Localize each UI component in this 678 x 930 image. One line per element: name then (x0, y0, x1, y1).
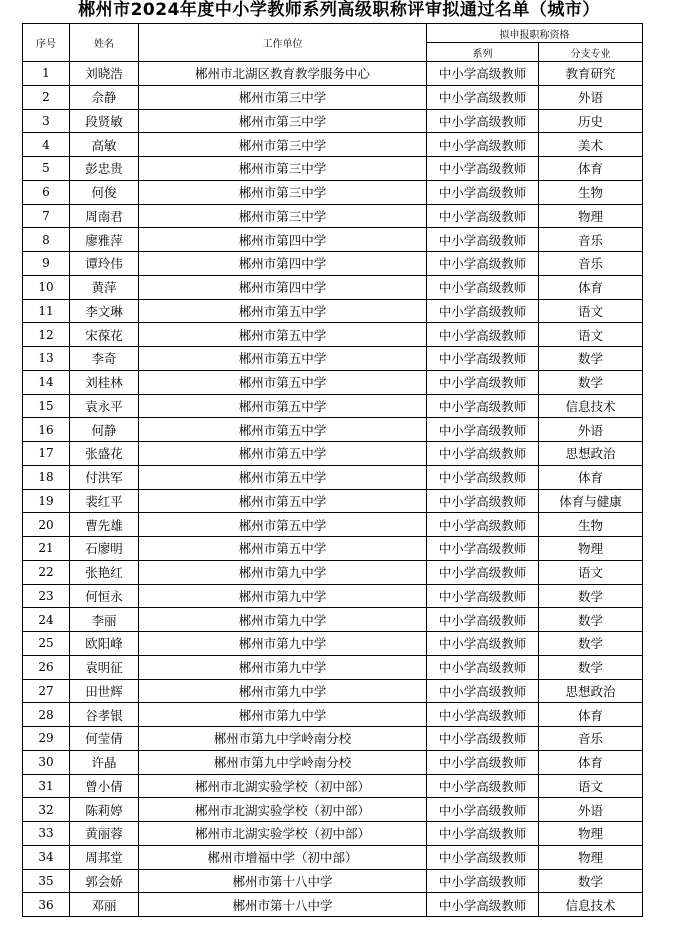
cell-series: 中小学高级教师 (427, 418, 539, 442)
cell-unit: 郴州市第三中学 (139, 204, 427, 228)
cell-series: 中小学高级教师 (427, 204, 539, 228)
cell-seq: 6 (23, 180, 70, 204)
cell-major: 体育 (539, 465, 643, 489)
cell-seq: 12 (23, 323, 70, 347)
cell-series: 中小学高级教师 (427, 62, 539, 86)
cell-series: 中小学高级教师 (427, 822, 539, 846)
cell-seq: 2 (23, 85, 70, 109)
cell-seq: 16 (23, 418, 70, 442)
cell-unit: 郴州市第九中学 (139, 703, 427, 727)
cell-series: 中小学高级教师 (427, 489, 539, 513)
cell-major: 数学 (539, 347, 643, 371)
cell-major: 数学 (539, 370, 643, 394)
cell-series: 中小学高级教师 (427, 252, 539, 276)
header-qualification: 拟申报职称资格 (427, 24, 643, 43)
table-row (23, 157, 643, 181)
cell-series: 中小学高级教师 (427, 228, 539, 252)
cell-series: 中小学高级教师 (427, 774, 539, 798)
cell-major: 体育 (539, 750, 643, 774)
table-row (23, 798, 643, 822)
cell-unit: 郴州市北湖实验学校（初中部） (139, 774, 427, 798)
cell-seq: 22 (23, 560, 70, 584)
cell-series: 中小学高级教师 (427, 513, 539, 537)
table-row (23, 180, 643, 204)
table-row (23, 442, 643, 466)
cell-seq: 30 (23, 750, 70, 774)
cell-series: 中小学高级教师 (427, 299, 539, 323)
cell-unit: 郴州市第九中学 (139, 584, 427, 608)
table-row (23, 62, 643, 86)
cell-series: 中小学高级教师 (427, 893, 539, 917)
cell-name: 高敏 (70, 133, 139, 157)
cell-name: 何静 (70, 418, 139, 442)
table-row (23, 204, 643, 228)
cell-name: 邓丽 (70, 893, 139, 917)
cell-unit: 郴州市第三中学 (139, 85, 427, 109)
table-row (23, 513, 643, 537)
cell-unit: 郴州市北湖实验学校（初中部） (139, 822, 427, 846)
cell-series: 中小学高级教师 (427, 560, 539, 584)
cell-seq: 5 (23, 157, 70, 181)
approval-list-table (22, 23, 643, 917)
cell-seq: 34 (23, 845, 70, 869)
cell-major: 体育 (539, 703, 643, 727)
cell-series: 中小学高级教师 (427, 750, 539, 774)
cell-unit: 郴州市第三中学 (139, 180, 427, 204)
cell-name: 黄丽蓉 (70, 822, 139, 846)
cell-series: 中小学高级教师 (427, 323, 539, 347)
table-row (23, 845, 643, 869)
cell-seq: 27 (23, 679, 70, 703)
cell-major: 语文 (539, 323, 643, 347)
table-row (23, 584, 643, 608)
cell-series: 中小学高级教师 (427, 537, 539, 561)
table-row (23, 750, 643, 774)
table-row (23, 228, 643, 252)
cell-series: 中小学高级教师 (427, 727, 539, 751)
cell-name: 宋葆花 (70, 323, 139, 347)
cell-major: 体育 (539, 157, 643, 181)
cell-seq: 10 (23, 275, 70, 299)
cell-major: 思想政治 (539, 679, 643, 703)
cell-seq: 1 (23, 62, 70, 86)
cell-unit: 郴州市第四中学 (139, 228, 427, 252)
cell-major: 数学 (539, 869, 643, 893)
table-row (23, 774, 643, 798)
cell-major: 信息技术 (539, 893, 643, 917)
cell-series: 中小学高级教师 (427, 347, 539, 371)
cell-unit: 郴州市第九中学 (139, 560, 427, 584)
cell-name: 欧阳峰 (70, 632, 139, 656)
cell-major: 生物 (539, 180, 643, 204)
cell-major: 外语 (539, 418, 643, 442)
cell-series: 中小学高级教师 (427, 845, 539, 869)
cell-unit: 郴州市第五中学 (139, 370, 427, 394)
cell-major: 音乐 (539, 228, 643, 252)
table-row (23, 537, 643, 561)
table-row (23, 489, 643, 513)
table-row (23, 85, 643, 109)
cell-seq: 23 (23, 584, 70, 608)
cell-name: 佘静 (70, 85, 139, 109)
cell-unit: 郴州市第九中学岭南分校 (139, 727, 427, 751)
cell-unit: 郴州市北湖实验学校（初中部） (139, 798, 427, 822)
header-major: 分支专业 (539, 43, 643, 62)
table-row (23, 418, 643, 442)
cell-name: 袁明征 (70, 655, 139, 679)
cell-seq: 36 (23, 893, 70, 917)
cell-major: 外语 (539, 85, 643, 109)
table-row (23, 893, 643, 917)
cell-seq: 14 (23, 370, 70, 394)
cell-seq: 26 (23, 655, 70, 679)
table-row (23, 109, 643, 133)
cell-name: 段贤敏 (70, 109, 139, 133)
cell-seq: 21 (23, 537, 70, 561)
cell-major: 体育与健康 (539, 489, 643, 513)
table-row (23, 133, 643, 157)
cell-name: 彭忠贵 (70, 157, 139, 181)
cell-name: 何莹倩 (70, 727, 139, 751)
cell-unit: 郴州市第四中学 (139, 252, 427, 276)
cell-name: 袁永平 (70, 394, 139, 418)
cell-name: 裴红平 (70, 489, 139, 513)
cell-unit: 郴州市第五中学 (139, 537, 427, 561)
cell-major: 音乐 (539, 252, 643, 276)
cell-major: 历史 (539, 109, 643, 133)
cell-unit: 郴州市第九中学 (139, 655, 427, 679)
cell-series: 中小学高级教师 (427, 584, 539, 608)
cell-name: 石廖明 (70, 537, 139, 561)
table-row (23, 394, 643, 418)
cell-seq: 18 (23, 465, 70, 489)
cell-major: 数学 (539, 584, 643, 608)
cell-unit: 郴州市第三中学 (139, 109, 427, 133)
cell-series: 中小学高级教师 (427, 109, 539, 133)
cell-name: 郭会娇 (70, 869, 139, 893)
table-row (23, 560, 643, 584)
cell-unit: 郴州市第十八中学 (139, 893, 427, 917)
cell-seq: 15 (23, 394, 70, 418)
table-row (23, 347, 643, 371)
cell-series: 中小学高级教师 (427, 798, 539, 822)
cell-name: 周邦堂 (70, 845, 139, 869)
cell-series: 中小学高级教师 (427, 465, 539, 489)
cell-unit: 郴州市第十八中学 (139, 869, 427, 893)
document-title: 郴州市2024年度中小学教师系列高级职称评审拟通过名单（城市） (78, 0, 600, 20)
cell-unit: 郴州市第三中学 (139, 157, 427, 181)
cell-seq: 24 (23, 608, 70, 632)
cell-seq: 7 (23, 204, 70, 228)
cell-major: 生物 (539, 513, 643, 537)
cell-name: 刘晓浩 (70, 62, 139, 86)
cell-major: 语文 (539, 299, 643, 323)
cell-unit: 郴州市第九中学 (139, 608, 427, 632)
cell-major: 数学 (539, 655, 643, 679)
cell-series: 中小学高级教师 (427, 608, 539, 632)
cell-seq: 25 (23, 632, 70, 656)
cell-unit: 郴州市第五中学 (139, 465, 427, 489)
cell-seq: 17 (23, 442, 70, 466)
cell-major: 数学 (539, 632, 643, 656)
cell-major: 信息技术 (539, 394, 643, 418)
cell-major: 数学 (539, 608, 643, 632)
cell-unit: 郴州市第九中学 (139, 632, 427, 656)
table-row (23, 703, 643, 727)
table-row (23, 869, 643, 893)
cell-series: 中小学高级教师 (427, 869, 539, 893)
cell-series: 中小学高级教师 (427, 703, 539, 727)
cell-major: 美术 (539, 133, 643, 157)
cell-unit: 郴州市第九中学岭南分校 (139, 750, 427, 774)
cell-series: 中小学高级教师 (427, 133, 539, 157)
cell-series: 中小学高级教师 (427, 370, 539, 394)
cell-major: 物理 (539, 537, 643, 561)
cell-name: 何俊 (70, 180, 139, 204)
cell-unit: 郴州市第五中学 (139, 323, 427, 347)
cell-unit: 郴州市增福中学（初中部） (139, 845, 427, 869)
cell-name: 谷孝银 (70, 703, 139, 727)
cell-name: 陈莉婷 (70, 798, 139, 822)
header-seq: 序号 (23, 24, 70, 62)
cell-name: 张艳红 (70, 560, 139, 584)
cell-series: 中小学高级教师 (427, 85, 539, 109)
cell-unit: 郴州市第五中学 (139, 513, 427, 537)
cell-series: 中小学高级教师 (427, 442, 539, 466)
cell-seq: 13 (23, 347, 70, 371)
cell-seq: 4 (23, 133, 70, 157)
cell-major: 语文 (539, 560, 643, 584)
cell-name: 谭玲伟 (70, 252, 139, 276)
cell-series: 中小学高级教师 (427, 394, 539, 418)
cell-name: 廖雅萍 (70, 228, 139, 252)
cell-name: 田世辉 (70, 679, 139, 703)
cell-major: 体育 (539, 275, 643, 299)
cell-name: 黄萍 (70, 275, 139, 299)
cell-seq: 11 (23, 299, 70, 323)
cell-series: 中小学高级教师 (427, 180, 539, 204)
cell-unit: 郴州市第五中学 (139, 418, 427, 442)
table-body (23, 62, 643, 917)
cell-unit: 郴州市第四中学 (139, 275, 427, 299)
cell-name: 曾小倩 (70, 774, 139, 798)
cell-series: 中小学高级教师 (427, 157, 539, 181)
cell-seq: 9 (23, 252, 70, 276)
cell-seq: 32 (23, 798, 70, 822)
cell-major: 物理 (539, 822, 643, 846)
cell-major: 语文 (539, 774, 643, 798)
cell-seq: 33 (23, 822, 70, 846)
cell-name: 许晶 (70, 750, 139, 774)
cell-seq: 20 (23, 513, 70, 537)
cell-series: 中小学高级教师 (427, 632, 539, 656)
cell-series: 中小学高级教师 (427, 655, 539, 679)
cell-name: 李奇 (70, 347, 139, 371)
table-row (23, 275, 643, 299)
table-row (23, 632, 643, 656)
table-row (23, 465, 643, 489)
cell-major: 思想政治 (539, 442, 643, 466)
cell-unit: 郴州市第五中学 (139, 489, 427, 513)
cell-name: 周南君 (70, 204, 139, 228)
table-row (23, 323, 643, 347)
header-series: 系列 (427, 43, 539, 62)
cell-seq: 8 (23, 228, 70, 252)
cell-unit: 郴州市第三中学 (139, 133, 427, 157)
header-name: 姓名 (70, 24, 139, 62)
cell-major: 音乐 (539, 727, 643, 751)
cell-name: 付洪军 (70, 465, 139, 489)
cell-name: 刘桂林 (70, 370, 139, 394)
cell-unit: 郴州市第九中学 (139, 679, 427, 703)
table-row (23, 655, 643, 679)
cell-name: 李文琳 (70, 299, 139, 323)
cell-seq: 28 (23, 703, 70, 727)
cell-major: 外语 (539, 798, 643, 822)
cell-series: 中小学高级教师 (427, 275, 539, 299)
cell-unit: 郴州市第五中学 (139, 299, 427, 323)
table-row (23, 370, 643, 394)
cell-major: 物理 (539, 845, 643, 869)
table-row (23, 679, 643, 703)
cell-unit: 郴州市北湖区教育教学服务中心 (139, 62, 427, 86)
cell-name: 张盛花 (70, 442, 139, 466)
table-row (23, 822, 643, 846)
cell-name: 曹先雄 (70, 513, 139, 537)
cell-major: 教育研究 (539, 62, 643, 86)
table-row (23, 299, 643, 323)
cell-seq: 3 (23, 109, 70, 133)
cell-series: 中小学高级教师 (427, 679, 539, 703)
table-row (23, 727, 643, 751)
cell-seq: 29 (23, 727, 70, 751)
cell-seq: 19 (23, 489, 70, 513)
cell-unit: 郴州市第五中学 (139, 394, 427, 418)
cell-name: 何恒永 (70, 584, 139, 608)
cell-seq: 35 (23, 869, 70, 893)
header-unit: 工作单位 (139, 24, 427, 62)
cell-major: 物理 (539, 204, 643, 228)
cell-name: 李丽 (70, 608, 139, 632)
cell-seq: 31 (23, 774, 70, 798)
table-row (23, 252, 643, 276)
table-row (23, 608, 643, 632)
cell-unit: 郴州市第五中学 (139, 442, 427, 466)
cell-unit: 郴州市第五中学 (139, 347, 427, 371)
